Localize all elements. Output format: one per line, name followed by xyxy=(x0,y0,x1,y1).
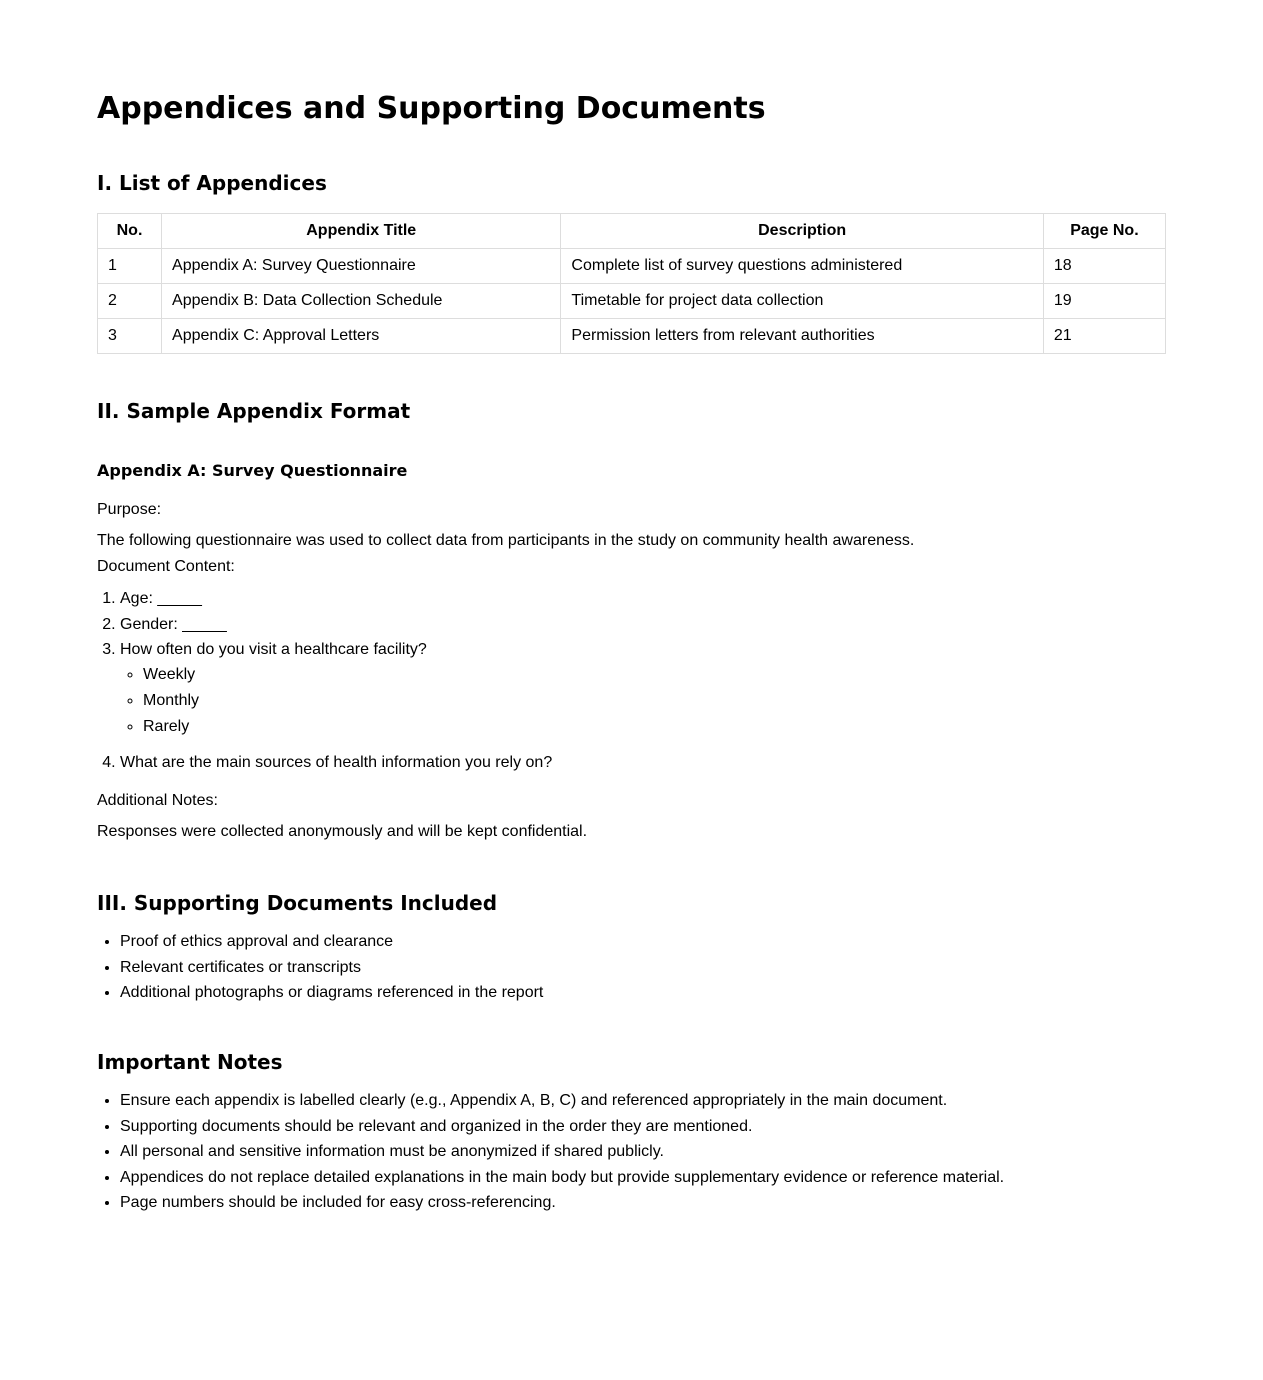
page-title: Appendices and Supporting Documents xyxy=(97,91,766,126)
table-cell-appendix-title: Appendix A: Survey Questionnaire xyxy=(162,249,561,284)
table-cell-no: 3 xyxy=(98,319,162,354)
list-item xyxy=(120,640,1166,737)
document-content-label: Document Content: xyxy=(97,558,235,575)
list-item: • Appendices do not replace detailed explanations in the main body but provide supplementary evidence or reference material. xyxy=(120,1168,1166,1188)
list-item: • Page numbers should be included for easy cross-referencing. xyxy=(120,1193,1166,1213)
section-heading-sample-appendix-format: II. Sample Appendix Format xyxy=(97,399,411,423)
table-cell-appendix-title: Appendix B: Data Collection Schedule xyxy=(162,284,561,319)
list-item: ◦ Weekly xyxy=(143,665,1166,685)
questionnaire-list xyxy=(97,589,1166,773)
list-item xyxy=(120,615,1166,635)
list-item: • Relevant certificates or transcripts xyxy=(120,958,1166,978)
table-cell-appendix-title: Appendix C: Approval Letters xyxy=(162,319,561,354)
additional-notes-text: Responses were collected anonymously and will be kept confidential. xyxy=(97,823,588,840)
question-text: How often do you visit a healthcare facility? xyxy=(120,641,427,658)
question-text: Gender: _____ xyxy=(120,615,227,633)
list-item xyxy=(120,589,1166,609)
column-header-page-no: Page No. xyxy=(1043,214,1165,249)
list-item: • Ensure each appendix is labelled clearly (e.g., Appendix A, B, C) and referenced appropriately in the main document. xyxy=(120,1091,1166,1111)
table-row xyxy=(98,319,1166,354)
list-item: • All personal and sensitive information must be anonymized if shared publicly. xyxy=(120,1142,1166,1162)
section-heading-list-of-appendices: I. List of Appendices xyxy=(97,171,327,195)
column-header-description: Description xyxy=(561,214,1043,249)
appendices-table xyxy=(97,213,1166,354)
additional-notes-label: Additional Notes: xyxy=(97,792,218,809)
list-item: • Supporting documents should be relevant and organized in the order they are mentioned. xyxy=(120,1117,1166,1137)
table-cell-description: Permission letters from relevant authorities xyxy=(561,319,1043,354)
question-text: Age: _____ xyxy=(120,590,202,607)
important-notes-list xyxy=(97,1091,1166,1213)
subheading-appendix-a: Appendix A: Survey Questionnaire xyxy=(97,461,408,480)
list-item: • Additional photographs or diagrams referenced in the report xyxy=(120,983,1166,1003)
purpose-text: The following questionnaire was used to collect data from participants in the study on community health awareness. xyxy=(97,532,915,549)
purpose-label: Purpose: xyxy=(97,501,162,518)
table-cell-page-no: 18 xyxy=(1043,249,1165,284)
table-cell-description: Complete list of survey questions administered xyxy=(561,249,1043,284)
list-item: • Proof of ethics approval and clearance xyxy=(120,932,1166,952)
section-heading-supporting-documents: III. Supporting Documents Included xyxy=(97,891,498,915)
table-cell-no: 2 xyxy=(98,284,162,319)
table-cell-page-no: 19 xyxy=(1043,284,1165,319)
list-item: ◦ Monthly xyxy=(143,691,1166,711)
section-heading-important-notes: Important Notes xyxy=(97,1050,283,1074)
column-header-no: No. xyxy=(98,214,162,249)
list-item: ◦ Rarely xyxy=(143,717,1166,737)
table-row xyxy=(98,284,1166,319)
supporting-documents-list xyxy=(97,932,1166,1003)
table-cell-no: 1 xyxy=(98,249,162,284)
table-row xyxy=(98,249,1166,284)
question-text: What are the main sources of health information you rely on? xyxy=(120,754,553,771)
table-header-row xyxy=(98,214,1166,249)
table-cell-description: Timetable for project data collection xyxy=(561,284,1043,319)
column-header-appendix-title: Appendix Title xyxy=(162,214,561,249)
table-cell-page-no: 21 xyxy=(1043,319,1165,354)
answer-options-list xyxy=(120,665,1166,737)
list-item xyxy=(120,753,1166,773)
